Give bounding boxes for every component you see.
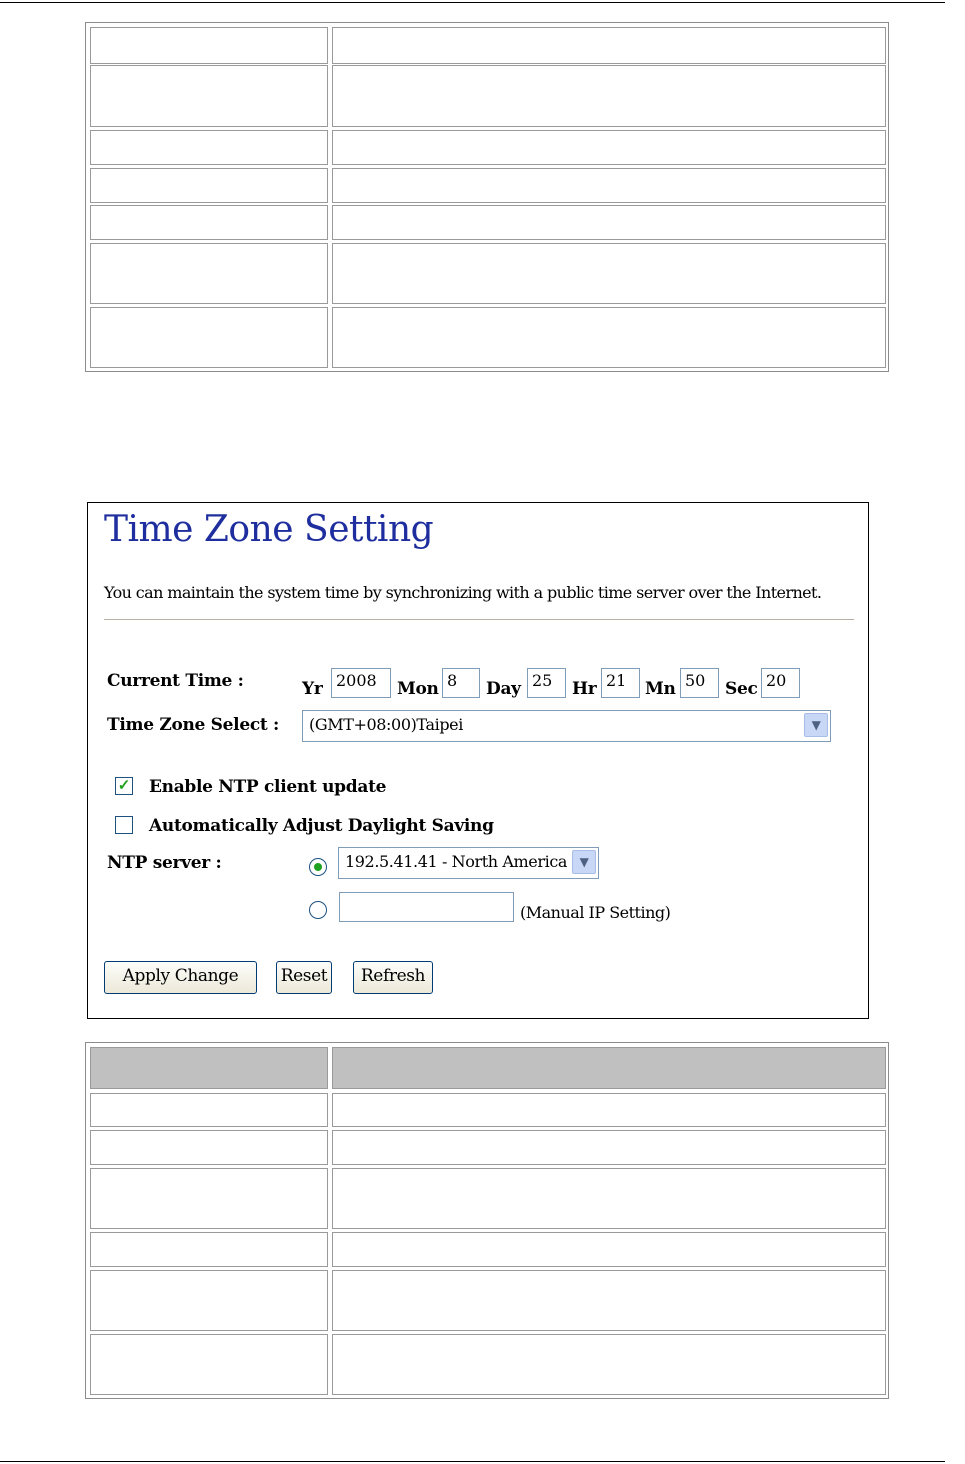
bottom-table (85, 1042, 889, 1399)
ntp-enable-checkbox[interactable]: ✓ (115, 777, 133, 795)
daylight-checkbox[interactable] (115, 816, 133, 834)
divider (104, 619, 854, 620)
ntp-server-select[interactable] (338, 847, 599, 879)
top-table (85, 22, 889, 372)
second-input[interactable]: 20 (761, 668, 800, 698)
current-time-label: Current Time : (107, 671, 244, 691)
ntp-server-label: NTP server : (107, 853, 222, 873)
minute-input[interactable]: 50 (680, 668, 719, 698)
time-zone-select[interactable] (302, 710, 831, 742)
manual-ip-hint: (Manual IP Setting) (520, 903, 671, 922)
day-input[interactable]: 25 (527, 668, 566, 698)
bottom-rule (0, 1461, 945, 1462)
hour-input[interactable]: 21 (601, 668, 640, 698)
sec-label: Sec (725, 679, 758, 699)
chevron-down-icon[interactable]: ▼ (804, 713, 828, 737)
time-zone-panel (87, 502, 869, 1019)
page-description: You can maintain the system time by synchronizing with a public time server over the Internet. (104, 583, 822, 602)
ntp-server-selected: 192.5.41.41 - North America (345, 852, 568, 871)
chevron-down-icon[interactable]: ▼ (572, 850, 596, 874)
refresh-button[interactable]: Refresh (353, 961, 433, 994)
year-input[interactable]: 2008 (331, 668, 391, 698)
month-input[interactable]: 8 (442, 668, 480, 698)
daylight-label: Automatically Adjust Daylight Saving (149, 816, 494, 836)
ntp-preset-radio[interactable] (309, 858, 327, 876)
yr-label: Yr (302, 679, 323, 699)
hr-label: Hr (572, 679, 597, 699)
apply-change-button[interactable]: Apply Change (104, 961, 257, 994)
top-rule (0, 2, 945, 3)
page-title: Time Zone Setting (104, 509, 434, 550)
reset-button[interactable]: Reset (276, 961, 332, 994)
ntp-enable-label: Enable NTP client update (149, 777, 387, 797)
time-zone-selected: (GMT+08:00)Taipei (309, 715, 463, 734)
day-label: Day (486, 679, 521, 699)
time-zone-label: Time Zone Select : (107, 715, 280, 735)
manual-ip-input[interactable] (339, 892, 514, 922)
ntp-manual-radio[interactable] (309, 901, 327, 919)
mn-label: Mn (645, 679, 676, 699)
mon-label: Mon (397, 679, 439, 699)
